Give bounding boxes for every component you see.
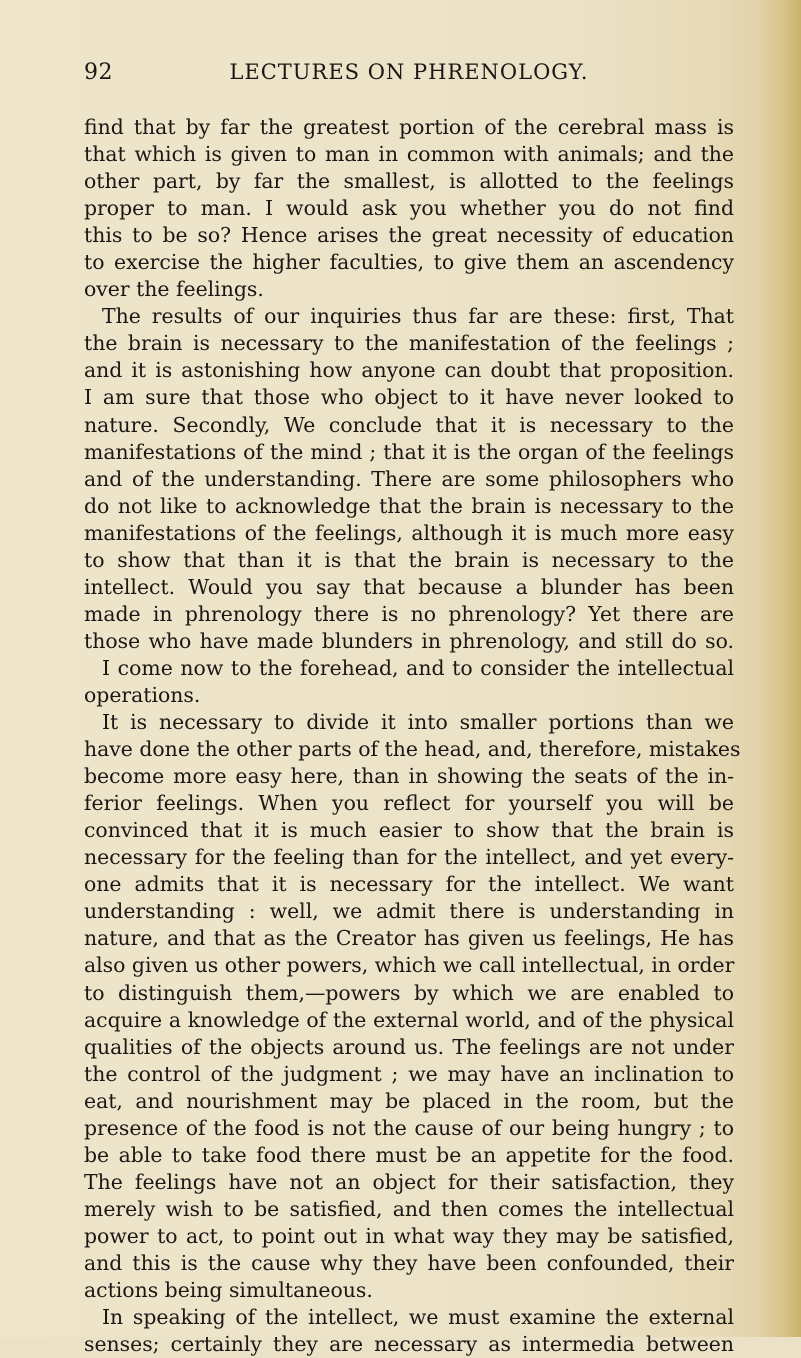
running-head — [84, 58, 734, 98]
body-text — [84, 114, 741, 1358]
page-number: 92 — [84, 60, 113, 85]
text-line: presence of the food is not the cause of our being hungry ; to — [84, 1115, 734, 1140]
page-edge-stain — [759, 0, 801, 1337]
text-line: necessary for the feeling than for the intellect, and yet every- — [84, 845, 734, 870]
text-line: senses; certainly they are necessary as intermedia between — [84, 1332, 734, 1357]
text-line: become more easy here, than in showing the seats of the in- — [84, 764, 734, 789]
text-line: the brain is necessary to the manifestation of the feelings ; — [84, 331, 734, 356]
text-line: those who have made blunders in phrenology, and still do so. — [84, 628, 734, 653]
text-line: other part, by far the smallest, is allotted to the feelings — [84, 169, 734, 194]
text-line: power to act, to point out in what way they may be satisfied, — [84, 1223, 734, 1248]
text-line: understanding : well, we admit there is understanding in — [84, 899, 734, 924]
running-title: LECTURES ON PHRENOLOGY. — [229, 60, 589, 84]
text-line: manifestations of the mind ; that it is the organ of the feelings — [84, 439, 734, 464]
text-line: nature, and that as the Creator has given us feelings, He has — [84, 926, 734, 951]
text-line: be able to take food there must be an appetite for the food. — [84, 1142, 734, 1167]
text-line: manifestations of the feelings, although it is much more easy — [84, 520, 734, 545]
text-line: the control of the judgment ; we may have an inclination to — [84, 1061, 734, 1086]
text-line: convinced that it is much easier to show that the brain is — [84, 818, 734, 843]
text-line: have done the other parts of the head, and, therefore, mistakes — [84, 737, 741, 762]
text-line: operations. — [84, 682, 201, 707]
text-line: intellect. Would you say that because a blunder has been — [84, 574, 734, 599]
text-line: actions being simultaneous. — [84, 1278, 373, 1303]
text-line: The results of our inquiries thus far are these: first, That — [102, 304, 734, 329]
text-line: that which is given to man in common with animals; and the — [84, 142, 734, 167]
text-line: I am sure that those who object to it have never looked to — [84, 385, 734, 410]
text-line: to exercise the higher faculties, to give them an ascendency — [84, 250, 734, 275]
text-line: to show that than it is that the brain is necessary to the — [84, 547, 734, 572]
text-line: made in phrenology there is no phrenology? Yet there are — [84, 601, 734, 626]
text-line: to distinguish them,—powers by which we are enabled to — [84, 980, 734, 1005]
text-line: nature. Secondly, We conclude that it is necessary to the — [84, 412, 734, 437]
text-line: acquire a knowledge of the external world, and of the physical — [84, 1007, 734, 1032]
text-line: ferior feelings. When you reflect for yourself you will be — [84, 791, 734, 816]
text-line: and it is astonishing how anyone can doubt that proposition. — [84, 358, 734, 383]
text-line: The feelings have not an object for their satisfaction, they — [84, 1169, 734, 1194]
text-line: and this is the cause why they have been confounded, their — [84, 1250, 734, 1275]
text-line: and of the understanding. There are some philosophers who — [84, 466, 734, 491]
text-line: this to be so? Hence arises the great necessity of education — [84, 223, 734, 248]
text-line: also given us other powers, which we call intellectual, in order — [84, 953, 735, 978]
text-line: do not like to acknowledge that the brain is necessary to the — [84, 493, 734, 518]
text-line: I come now to the forehead, and to consider the intellectual — [102, 655, 734, 680]
text-line: one admits that it is necessary for the intellect. We want — [84, 872, 734, 897]
text-line: qualities of the objects around us. The feelings are not under — [84, 1034, 734, 1059]
text-line: find that by far the greatest portion of the cerebral mass is — [84, 115, 734, 139]
text-line: merely wish to be satisfied, and then comes the intellectual — [84, 1196, 734, 1221]
text-line: It is necessary to divide it into smaller portions than we — [102, 710, 734, 735]
text-line: eat, and nourishment may be placed in the room, but the — [84, 1088, 734, 1113]
text-line: over the feelings. — [84, 277, 264, 302]
text-line: proper to man. I would ask you whether you do not find — [84, 196, 734, 221]
text-line: In speaking of the intellect, we must examine the external — [102, 1305, 734, 1330]
